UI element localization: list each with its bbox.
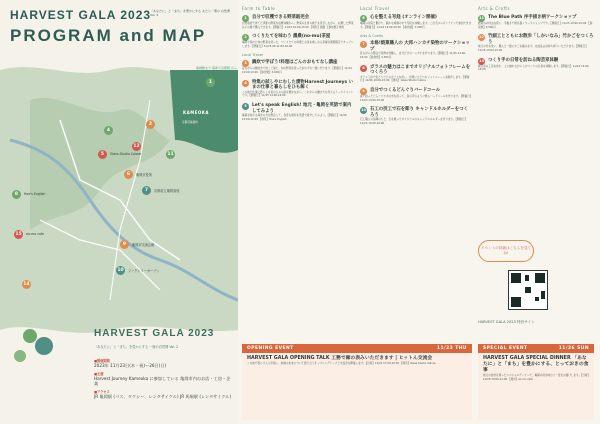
event-7[interactable] [360,41,472,59]
event-9[interactable] [360,88,472,102]
event-3[interactable] [242,60,354,74]
event-body: 自然栽培で育てた季節の野菜を収穫体験から。野菜の生育の様子を見学しながら、収穫した野菜はその場で購入できます。【開催日】11/23 10:00-15:00 【場所】農園 【参加費】無料 [242,22,354,29]
program-column-1 [242,0,354,340]
event-number: 5 [242,103,249,110]
info-value-period: 2023年 11月23日(木・祝)〜26日(日) [94,363,167,368]
info-value-access: JR 亀岡駅 (バス、タクシー、レンタサイクル) JR 馬堀駅 (レンタサイクル) [94,393,232,399]
event-title: 本格!焼菓職人の 大邦ハンカチ染物のワークショップ [370,41,471,52]
event-number: 8 [360,65,367,72]
event-title: つくり手の日常を訪ねる陶芸家体験 [488,57,559,63]
event-title: 竹細工とともにお散歩「しかいなみ」竹かごをつくろう [488,34,594,45]
region-name: KAMEOKA [183,110,210,115]
legend-sub: 「あなたに」と「まち」を豊かにする 一冊の自然博 Vol. 2 [94,345,179,349]
opening-label: OPENING EVENT [247,346,294,351]
map-pin-15[interactable]: 15 [15,232,22,237]
event-number: 12 [478,35,484,40]
opening-body: この地で暮らす人々が集い、地域の未来について語り合うオープニングトークと交流会を開催します。【日時】11/23 17:00-19:30 【場所】Glass Studio Calore [247,362,436,365]
info-value-host: Harvest Journey Kameoka に参加している 亀岡市内のお店・工房・企業 [94,375,231,386]
event-title: 心を整える写経 (オンライン開催) [370,15,437,20]
place-label-5: Glass Studio Calore [110,152,142,156]
event-number: 9 [360,88,367,95]
map-pin-8[interactable]: 8 [12,190,21,199]
info-label-period: ■開催期間 [94,359,110,363]
place-label-7: 京都府立亀岡高校 [154,189,180,193]
map-pin-11[interactable]: 11 [167,152,174,157]
event-title: 鍋炊で学ぼう!料理はごんのおもてなし講座 [252,60,338,66]
brand-tagline: 「あなたに」と「まち」を豊かにする あたら一冊の 自然博 Vol. 2 [150,9,230,17]
place-label-8: Hoe's English [24,192,46,196]
opening-title: HARVEST GALA OPENING TALK 工務で廊の表みいただきます | ヒットん交流会 [247,356,433,361]
opening-event-banner[interactable] [242,344,472,420]
event-body: 亀岡の寺院と繋がり、静かな時間の中で写経を体験します。ご自宅からオンラインで参加できます。【開催日】11/24 19:00-20:30 【参加費】1,000円 [360,22,472,29]
special-body: 地元の食材を使ったスペシャルディナーで、亀岡の秋を味わう一夜をお届けします。【日時】11/26 18:00-21:00 【場所】ex.mo café [483,374,589,381]
program-column-2 [360,0,472,340]
special-label: SPECIAL EVENT [483,346,528,351]
event-title: つくりたてを味わう 濃農(no-mu)茶屋 [252,34,331,40]
event-number: 1 [242,15,249,22]
site-label: HARVEST GALA 2023 特設サイト [478,320,535,324]
event-number: 6 [360,15,367,22]
event-info [94,356,234,399]
details-callout: イベントの詳細はこちらを見てね! [478,240,534,262]
event-title: 自分で収穫できる野菜販売会 [252,15,310,20]
event-number: 3 [242,60,249,67]
event-number: 2 [242,34,249,41]
special-event-banner[interactable] [478,344,594,420]
place-label-9: 亀岡市交流会館 [132,243,155,247]
event-number: 11 [478,16,484,20]
map-pin-14[interactable]: 14 [23,282,30,287]
event-body: 昔ながらの鍋炊きで炊くご飯と、旬の野菜を使ったおかずを一緒に作ります。【開催日】11/24 10:00-13:00 【参加費】3,000円 [242,67,352,74]
event-6[interactable] [360,15,472,29]
map-pin-10[interactable]: 10 [117,268,124,273]
event-number: 13 [478,58,484,63]
event-body: 石工職人の指導のもと、石を彫ってオリジナルのキャンドルホルダーを作ります。【開催日】11/24 10:00-16:00 [360,118,468,125]
map-pin-9[interactable]: 9 [120,240,129,249]
event-5[interactable] [242,103,354,121]
map-pin-12[interactable]: 12 [133,144,140,149]
event-body: 森で拾ったどんぐりや木の実を使って、鳥の声のように鳴るバードコールを作ります。【開催日】11/23 13:00-15:00 [360,94,472,102]
event-number: 4 [242,80,249,87]
event-title: Let's speak English! 地元・亀岡を英語で案内してみよう [252,102,352,114]
event-body: 亀岡を訪れる海外の方を想定して、身近な場所を英語で紹介してみよう。【開催日】11/26 10:00-12:00 【場所】Hoe's English [242,114,347,121]
place-label-6: 亀岡市役所 [136,173,152,177]
event-body: 藍染めの技法を使い、手描きで柄を描くワークショップです。【開催日】11/25 10:00-15:00 【参加費】3,500円 [478,22,593,29]
event-title: 自分でつくるどんぐりバードコール [370,87,440,93]
event-body: 昔ながらの製法で染物を体験し、自分だけのハンカチを作ります。【開催日】11/25 13:00-16:00 【参加費】2,500円 [360,52,466,59]
event-10[interactable] [360,107,472,125]
event-body: 陶芸家の工房を訪れ、土に触れながらものづくりの日常を体験します。【開催日】11/24 13:00-16:00 [478,64,590,72]
map-pin-1[interactable]: 1 [206,78,215,87]
brand-title: HARVEST GALA 2023 [10,8,152,22]
map-pin-7[interactable]: 7 [142,186,151,195]
legend-title: HARVEST GALA 2023 [94,328,215,339]
event-number: 7 [360,41,367,48]
access-stamp: 亀岡駅まで 電車で京都駅 から約20分 [196,66,237,74]
program-heading: PROGRAM and MAP [10,26,207,45]
event-title: 石工の技工で石を彫り キャンドルホルダーをつくろう [370,107,468,118]
place-label-15: eo-mo cafe [26,232,44,236]
column-head-3: Arts & Crafts [478,6,511,11]
map-pin-6[interactable]: 6 [124,170,133,179]
event-body: この地で仕事と暮らしを営む人々の話を聞きながら、これからの働き方を考えるトークイベントです。【開催日】11/25 14:00-16:00 [242,90,354,98]
column-head-1: Farm to Table [242,6,276,11]
event-8[interactable] [360,65,472,83]
place-label-10: ファクトリーガーデン [128,269,160,273]
event-12[interactable] [478,34,594,52]
map-pin-5[interactable]: 5 [98,150,107,159]
event-title: ガラスの魅力はこまでオリジナルフォトフレームをつくろう [370,64,471,76]
event-13[interactable] [478,58,594,72]
info-label-host: ■主催 [94,371,104,376]
event-11[interactable] [478,15,594,29]
event-1[interactable] [242,15,354,29]
event-body: 亀岡で採れた旬の野菜を使った、つくりたての料理とお茶を楽しめる茶屋が期間限定でオープンします。【開催日】11/23-26 11:00-16:00 [242,41,354,48]
event-number: 10 [360,108,366,113]
event-title: The Blue Path 序手描き柄ワークショップ [488,15,577,20]
event-2[interactable] [242,34,354,48]
column-head-2: Local Travel [360,6,390,11]
map-pin-2[interactable]: 2 [146,120,155,129]
info-label-access: ■アクセス [94,389,110,394]
special-date: 11/26 SUN [558,346,589,351]
region-sub: 京都府亀岡市 [182,120,199,124]
event-4[interactable] [242,80,354,98]
event-body: 地元の竹を使い、職人と一緒にかごを編みます。完成品はお持ち帰りいただけます。【開催日】11/26 10:00-15:00 [478,45,588,52]
section-label-local: Local Travel [242,53,264,58]
map-panel [0,0,238,424]
qr-code[interactable] [508,270,548,310]
special-title: HARVEST GALA SPECIAL DINNER 「あなたに」と「まち」を豊かにする、とっておきの食事 [483,356,589,373]
event-body: ガラス工房で色とりどりのガラスを使い、世界にひとつのフォトフレームを制作します。【開催日】11/26 10:00-15:00 【場所】Glass Studio Calore [360,75,470,83]
map-pin-4[interactable]: 4 [104,126,113,135]
event-title: 特集の試しやにむした漬物Harvest Journeys いまの仕事と暮らしをひも解く [252,79,354,91]
opening-date: 11/23 THU [436,346,467,351]
section-label-arts: Arts & Crafts [360,34,383,39]
